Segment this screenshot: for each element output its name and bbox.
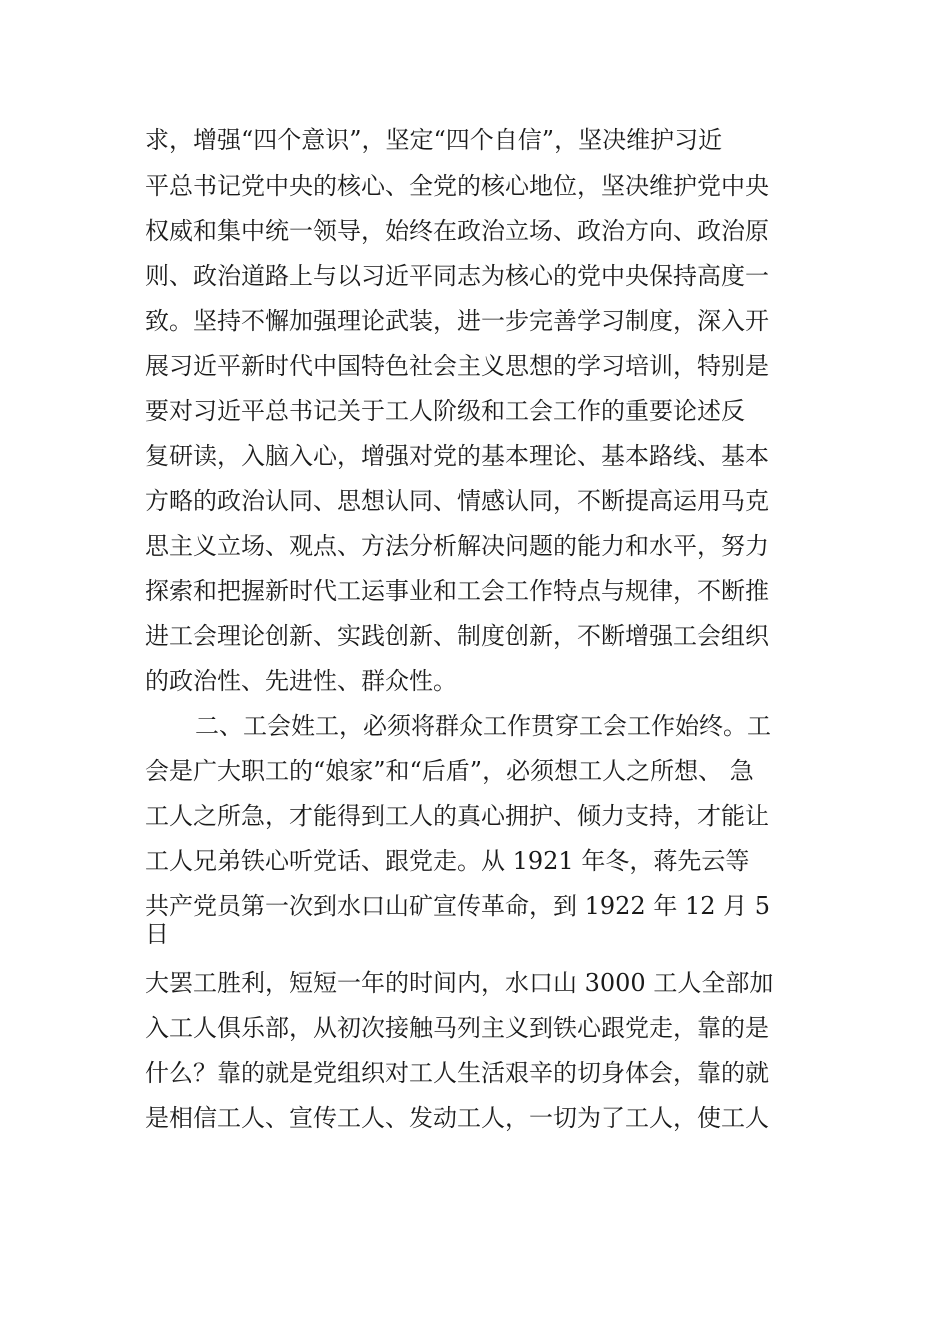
text-line: 什么？靠的就是党组织对工人生活艰辛的切身体会，靠的就 <box>145 1059 769 1087</box>
text-line: 方略的政治认同、思想认同、情感认同，不断提高运用马克 <box>145 487 769 515</box>
text-line: 则、政治道路上与以习近平同志为核心的党中央保持高度一 <box>145 262 769 290</box>
text-line: 平总书记党中央的核心、全党的核心地位，坚决维护党中央 <box>145 172 769 200</box>
text-line: 思主义立场、观点、方法分析解决问题的能力和水平，努力 <box>145 532 769 560</box>
text-line: 日 <box>145 920 169 948</box>
text-line: 入工人俱乐部，从初次接触马列主义到铁心跟党走，靠的是 <box>145 1014 769 1042</box>
text-line: 工人兄弟铁心听党话、跟党走。从 1921 年冬，蒋先云等 <box>145 847 750 875</box>
text-line: 大罢工胜利，短短一年的时间内，水口山 3000 工人全部加 <box>145 969 774 997</box>
text-line: 探索和把握新时代工运事业和工会工作特点与规律，不断推 <box>145 577 769 605</box>
text-line: 工人之所急，才能得到工人的真心拥护、倾力支持，才能让 <box>145 802 769 830</box>
text-line: 展习近平新时代中国特色社会主义思想的学习培训，特别是 <box>145 352 769 380</box>
text-line: 权威和集中统一领导，始终在政治立场、政治方向、政治原 <box>145 217 769 245</box>
text-line: 致。坚持不懈加强理论武装，进一步完善学习制度，深入开 <box>145 307 769 335</box>
text-line: 要对习近平总书记关于工人阶级和工会工作的重要论述反 <box>145 397 745 425</box>
text-line: 是相信工人、宣传工人、发动工人，一切为了工人，使工人 <box>145 1104 769 1132</box>
text-line: 共产党员第一次到水口山矿宣传革命，到 1922 年 12 月 5 <box>145 892 771 920</box>
paragraph-heading-line: 二、工会姓工，必须将群众工作贯穿工会工作始终。工 <box>195 712 771 740</box>
text-line: 复研读，入脑入心，增强对党的基本理论、基本路线、基本 <box>145 442 769 470</box>
text-line: 求，增强“四个意识”，坚定“四个自信”，坚决维护习近 <box>145 126 723 154</box>
text-line: 进工会理论创新、实践创新、制度创新，不断增强工会组织 <box>145 622 769 650</box>
text-line: 的政治性、先进性、群众性。 <box>145 667 457 695</box>
text-line: 会是广大职工的“娘家”和“后盾”，必须想工人之所想、 急 <box>145 757 754 785</box>
